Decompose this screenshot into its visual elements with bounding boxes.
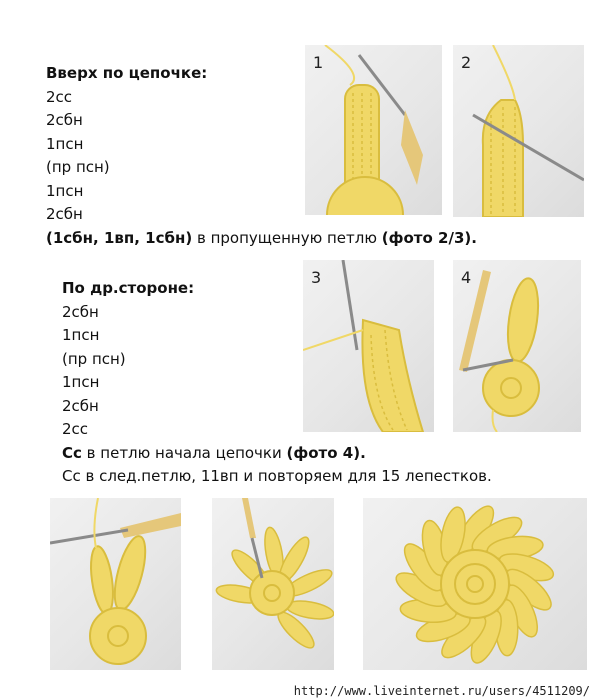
- step-line: 1псн: [46, 134, 84, 153]
- step-line: (пр псн): [46, 158, 110, 176]
- photo-3-image: [303, 260, 434, 432]
- photo-2: [453, 45, 584, 217]
- step-line: 2сбн: [62, 302, 99, 321]
- step-line: 2сбн: [62, 396, 99, 415]
- photo-3-number: 3: [311, 268, 322, 287]
- step-line: 1псн: [62, 326, 100, 344]
- photo-7-image: [363, 498, 587, 670]
- section-1-closing: [46, 227, 477, 251]
- photo-4: [453, 260, 581, 432]
- section-1-heading: Вверх по цепочке:: [46, 64, 208, 82]
- step-line: (пр псн): [62, 349, 126, 368]
- closing-photo-ref: (фото 2/3).: [381, 228, 477, 247]
- photo-4-image: [453, 260, 581, 432]
- cc-text: в петлю начала цепочки: [81, 443, 287, 462]
- photo-5-image: [50, 498, 181, 670]
- closing-bold-stitches: (1сбн, 1вп, 1сбн): [46, 228, 193, 247]
- photo-2-number: 2: [461, 53, 472, 72]
- step-line: 1псн: [46, 181, 84, 200]
- footer-url[interactable]: http://www.liveinternet.ru/users/4511209/: [293, 684, 590, 698]
- photo-4-number: 4: [461, 268, 472, 287]
- photo-1: [305, 45, 442, 215]
- photo-1-number: 1: [313, 53, 324, 72]
- step-line: 1псн: [62, 373, 100, 391]
- photo-3: [303, 260, 434, 432]
- section-2-slip-stitch: [62, 442, 492, 466]
- photo-5: [50, 498, 181, 670]
- step-line: 2сбн: [46, 205, 83, 223]
- photo-1-image: [305, 45, 442, 215]
- cc-photo-ref: (фото 4).: [286, 443, 366, 462]
- step-line: 2сс: [62, 420, 89, 438]
- photo-2-image: [453, 45, 584, 217]
- step-line: 2сбн: [46, 111, 83, 129]
- repeat-line: Сс в след.петлю, 11вп и повторяем для 15 лепестков.: [62, 467, 492, 485]
- closing-text: в пропущенную петлю: [192, 228, 382, 247]
- step-line: 2сс: [46, 87, 73, 106]
- section-2-heading: По др.стороне:: [62, 279, 195, 297]
- photo-6-image: [212, 498, 334, 670]
- photo-7: [363, 498, 587, 670]
- photo-6: [212, 498, 334, 670]
- cc-bold: Сс: [62, 443, 82, 462]
